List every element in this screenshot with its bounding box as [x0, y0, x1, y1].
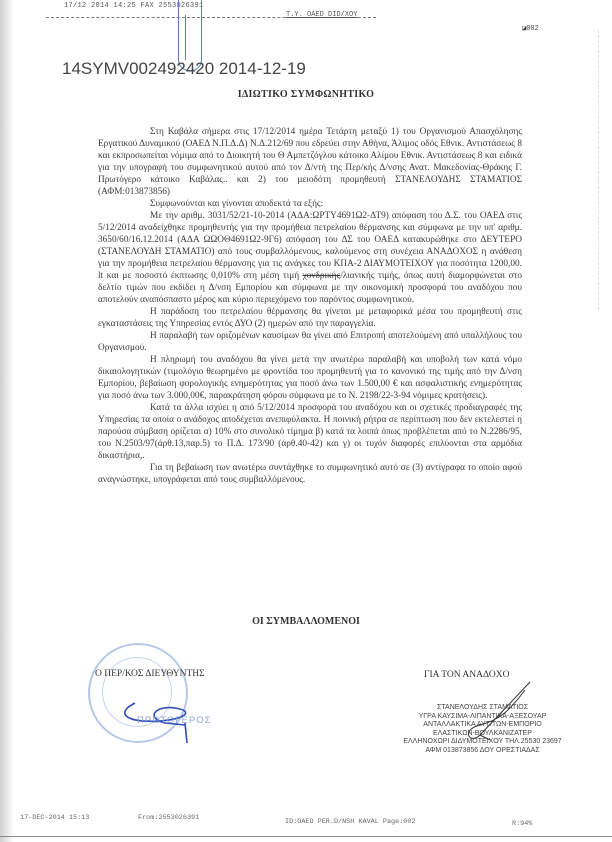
director-signature-icon [115, 683, 215, 743]
director-label: Ο ΠΕΡ/ΚΟΣ ΔΙΕΥΘΥΝΤΗΣ [95, 669, 205, 679]
paragraph-payment: Η πληρωμή του αναδόχου θα γίνει μετά την ανωτέρω παραλαβή και υποβολή των κατά νόμο δικαιολογητικών (τιμολόγιο θεωρημένο με φροντίδα του προμηθευτή για το κανονικό της τιμής από την Δ/νση Εμπορίου, βεβαίωση φορολογικής ενημερότητας για ποσό άνω των 1.500,00 € και ασφαλιστικής ενημερότητας για ποσό άνω των 3.000,00€, παρακράτηση φόρου σύμφωνα με το Ν. 2198/22-3-94 νόμιμες κρατήσεις). [98, 355, 522, 401]
paragraph-award [98, 210, 522, 306]
contractor-label: ΓΙΑ ΤΟΝ ΑΝΑΔΟΧΟ [424, 670, 510, 680]
fax-footer-received: 17-DEC-2014 15:13 [20, 814, 90, 822]
contractor-signature-icon [450, 680, 540, 750]
fax-footer-ratio: R:94% [512, 820, 533, 828]
fax-page-number: ◪002 [522, 25, 539, 33]
parties-heading: ΟΙ ΣΥΜΒΑΛΛΟΜΕΝΟΙ [252, 616, 360, 627]
scan-left-edge [0, 0, 14, 842]
paragraph-parties: Στη Καβάλα σήμερα στις 17/12/2014 ημέρα Τετάρτη μεταξύ 1) του Οργανισμού Απασχόλησης Εργατικού Δυναμικού (ΟΑΕΔ Ν.Π.Δ.Δ) Ν.Δ.212/69 που εδρεύει στην Αθήνα, Άλιμος οδός Εθνικ. Αντιστάσεως 8 και εκπροσωπείται νόμιμα από το Διοικητή του Θ Αμπετζόγλου κάτοικο Αλίμου Εθνικ. Αντιστάσεως 8 και ειδικά για την υπογραφή του συμφωνητικού αυτού από τον Δ/ντή της Περ/κής Δ/νσης Ανατ. Μακεδονίας-Θράκης Γ. Πρωτόγερο κάτοικο Καβάλας.. και 2) του μειοδότη προμηθευτή ΣΤΑΝΕΛΟΥΔΗΣ ΣΤΑΜΑΤΙΟΣ (ΑΦΜ:013873856) [98, 127, 522, 197]
paperclip-inner-icon [185, 15, 186, 60]
scan-bottom-edge [0, 836, 612, 837]
contractor-stamp-line: ΕΛΑΣΤΙΚΩΝ-ΒΟΥΛΚΑΝΙΖΑΤΕΡ [433, 729, 532, 737]
paragraph-agreed: Συμφωνούνται και γίνονται αποδεκτά τα εξής: [150, 199, 324, 209]
paragraph-confirmation: Για τη βεβαίωση των ανωτέρω συντάχθηκε το συμφωνητικό αυτό σε (3) αντίγραφα το οποίο αφού αναγνώστηκε, υπογράφεται από τους συμβαλλόμενους. [98, 463, 522, 485]
contractor-stamp-line: ΕΛΛΗΝΟΧΩΡΙ ΔΙΔΥΜΟΤΕΙΧΟΥ ΤΗΛ.25530 23697 [403, 738, 562, 746]
contractor-stamp-line: ΑΝΤΑΛΛΑΚΤΙΚΑ ΑΥΤ/ΤΩΝ-ΕΜΠΟΡΙΟ [423, 721, 542, 729]
paragraph-award-text: Με την αριθμ. 3031/52/21-10-2014 (ΑΔΑ:ΩΡΤΥ4691Ω2-ΔΤ9) απόφαση του Δ.Σ. του ΟΑΕΔ στις 5/12/2014 αναδείχθηκε προμηθευτής για την προμήθεια πετρελαίου θέρμανσης και σύμφωνα με την υπ' αριθμ. 3650/60/16.12.2014 (ΑΔΑ ΩΩΟΘ4691Ω2-9Γ6) απόφαση του ΔΣ του ΟΑΕΔ κατακυρώθηκε στο ΔΕΥΤΕΡΟ (ΣΤΑΝΕΛΟΥΔΗ ΣΤΑΜΑΤΙΟ) από τους συμβαλλόμενους, καλούμενος στη συνέχεια ΑΝΑΔΟΧΟΣ η ανάθεση για την προμήθεια πετρελαίου θέρμανσης για τις ανάγκες του ΚΠΑ-2 ΔΙΑΥΜΟΤΕΙΧΟΥ για ποσότητα 1200,00. lt και με ποσοστό έκπτωσης 0,010% στη μέση τιμή [98, 211, 522, 281]
paragraph-terms: Κατά τα άλλα ισχύει η από 5/12/2014 προσφορά του αναδόχου και οι σχετικές προδιαγραφές της Υπηρεσίας τα οποία ο ανάδοχος αποδέχεται ανεπιφύλακτα. Η ποινική ρήτρα σε περίπτωση που δεν εκτελεστεί η παρούσα σύμβαση ορίζεται α) 10% στο συνολικό τίμημα β) κατά τα λοιπά όπως προβλέπεται από το Ν.2286/95, του Ν.2503/97(άρθ.13,παρ.5) το Π.Δ. 173/90 (άρθ.40-42) και γ) οι τυχόν διαφορές επιλύονται στα αρμόδια δικαστήρια,. [98, 403, 522, 461]
struck-word: χονδρικής [302, 271, 341, 281]
document-title: ΙΔΙΩΤΙΚΟ ΣΥΜΦΩΝΗΤΙΚΟ [237, 89, 375, 100]
document-body [98, 126, 522, 486]
paragraph-award-rest: /λιανικής τιμής, όπως αυτή διαμορφώνεται στο δελτίο τιμών που εκδίδει η Δ/νση Εμπορίου και σύμφωνα με την οικονομική προσφορά του αναδόχου που αποτελούν αναπόσπαστο μέρος και κύριο περιεχόμενο του παρόντος συμφωνητικού. [98, 271, 522, 305]
fax-page-number-value: 002 [526, 25, 539, 33]
document-id: 14SYMV002492420 2014-12-19 [62, 59, 306, 78]
fax-header-timestamp: 17/12 2014 14:25 FAX 2553026391 [64, 2, 204, 10]
contractor-stamp-line: ΣΤΑΝΕΛΟΥΔΗΣ ΣΤΑΜΑΤΙΟΣ [436, 704, 529, 711]
contractor-stamp-line: ΥΓΡΑ ΚΑΥΣΙΜΑ-ΛΙΠΑΝΤΙΚΑ-ΑΞΕΣΟΥΑΡ [418, 712, 547, 720]
fax-footer-id: ID:OAED PER.D/NSH KAVAL Page:002 [285, 818, 416, 826]
paragraph-receipt: Η παραλαβή των οριζομένων καυσίμων θα γίνει από Επιτροπή αποτελούμενη από υπαλλήλους του Οργανισμού. [98, 331, 522, 353]
paragraph-delivery: Η παράδοση του πετρελαίου θέρμανσης θα γίνεται με μεταφορικά μέσα του προμηθευτή στις εγκαταστάσεις της Υπηρεσίας εντός ΔΥΟ (2) ημερών από την παραγγελία. [98, 307, 522, 329]
fax-header-destination: T.Y. OAED DID/XOY [286, 11, 358, 19]
contractor-stamp-line: ΑΦΜ 013873856 ΔΟΥ ΟΡΕΣΤΙΑΔΑΣ [425, 746, 540, 754]
scan-right-edge [598, 30, 599, 310]
director-stamp-name: ΠΡΩΤΟΓΕΡΟΣ [137, 715, 212, 726]
fax-footer-from: From:2553026391 [138, 814, 200, 822]
